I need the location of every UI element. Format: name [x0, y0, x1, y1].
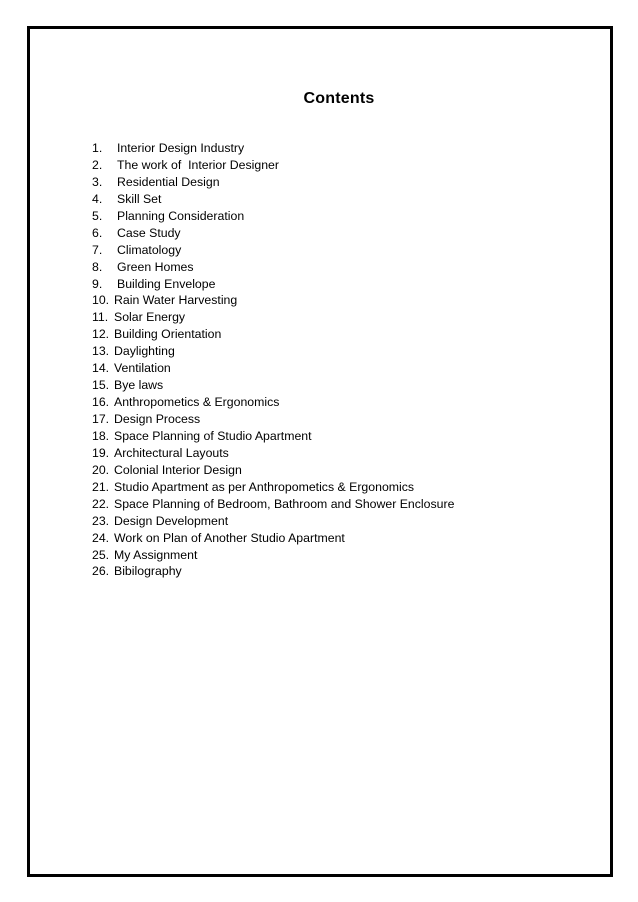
- toc-item-label: Solar Energy: [114, 310, 186, 325]
- toc-item-number: 5.: [92, 208, 103, 223]
- toc-item: [92, 428, 454, 445]
- toc-item-number: 25.: [92, 547, 110, 562]
- toc-item-label: Climatology: [117, 242, 182, 257]
- toc-item-number: 11.: [92, 310, 109, 325]
- toc-item: [92, 496, 454, 513]
- toc-item-label: Space Planning of Bedroom, Bathroom and Shower Enclosure: [114, 496, 455, 511]
- toc-item-number: 21.: [92, 479, 110, 494]
- toc-item-number: 9.: [92, 276, 103, 291]
- toc-item-number: 6.: [92, 225, 103, 240]
- toc-item-number: 14.: [92, 361, 110, 376]
- toc-item-label: Residential Design: [117, 174, 220, 189]
- toc-item: [92, 479, 454, 496]
- toc-item: [92, 563, 454, 580]
- toc-item-number: 2.: [92, 157, 103, 172]
- toc-item: [92, 394, 454, 411]
- toc-item-number: 16.: [92, 395, 110, 410]
- toc-item: [92, 377, 454, 394]
- toc-item-number: 18.: [92, 428, 110, 443]
- toc-item: [92, 242, 454, 259]
- toc-item-number: 3.: [92, 174, 103, 189]
- toc-item: [92, 326, 454, 343]
- toc-item-number: 26.: [92, 564, 110, 579]
- toc-item-number: 17.: [92, 412, 110, 426]
- toc-item-label: Architectural Layouts: [114, 445, 229, 460]
- toc-item: [92, 174, 454, 191]
- table-of-contents: [92, 140, 454, 580]
- toc-item-label: Anthropometics & Ergonomics: [114, 395, 280, 410]
- toc-item: [92, 411, 454, 428]
- toc-item-number: 15.: [92, 378, 110, 393]
- toc-item-number: 19.: [92, 445, 110, 460]
- toc-item-number: 23.: [92, 513, 110, 528]
- toc-item-number: 20.: [92, 462, 110, 477]
- toc-item-number: 10.: [92, 293, 110, 308]
- toc-item-number: 13.: [92, 344, 110, 359]
- toc-item: [92, 360, 454, 377]
- page-title: Contents: [303, 90, 375, 107]
- toc-item-label: Interior Design Industry: [117, 141, 245, 155]
- toc-item: [92, 208, 454, 225]
- toc-item-label: Skill Set: [117, 191, 162, 206]
- toc-item-label: Case Study: [117, 225, 181, 240]
- toc-item: [92, 157, 454, 174]
- toc-item-label: Colonial Interior Design: [114, 462, 242, 477]
- toc-item: [92, 530, 454, 547]
- toc-item-number: 22.: [92, 496, 110, 511]
- toc-item: [92, 259, 454, 276]
- toc-item-number: 12.: [92, 327, 110, 342]
- toc-item: [92, 343, 454, 360]
- toc-item-label: Studio Apartment as per Anthropometics & Ergonomics: [114, 479, 415, 494]
- toc-item: [92, 445, 454, 462]
- toc-item: [92, 276, 454, 293]
- toc-item: [92, 547, 454, 564]
- toc-item: [92, 191, 454, 208]
- toc-item-label: Ventilation: [114, 361, 171, 376]
- toc-item-label: Work on Plan of Another Studio Apartment: [114, 530, 345, 545]
- toc-item-number: 7.: [92, 242, 103, 257]
- toc-item: [92, 225, 454, 242]
- toc-item-number: 4.: [92, 191, 103, 206]
- toc-item-label: Planning Consideration: [117, 208, 245, 223]
- toc-item: [92, 292, 454, 309]
- toc-item-label: Building Envelope: [117, 276, 216, 291]
- toc-item-label: Green Homes: [117, 259, 194, 274]
- toc-item-label: Design Process: [114, 412, 201, 426]
- toc-item-label: Bye laws: [114, 378, 164, 393]
- toc-item-label: Building Orientation: [114, 327, 222, 342]
- toc-item: [92, 462, 454, 479]
- toc-item: [92, 309, 454, 326]
- toc-item-label: Rain Water Harvesting: [114, 293, 238, 308]
- toc-item-label: Space Planning of Studio Apartment: [114, 428, 312, 443]
- toc-item-label: My Assignment: [114, 547, 198, 562]
- toc-item-label: The work of Interior Designer: [117, 157, 279, 172]
- toc-item: [92, 140, 454, 157]
- toc-item-number: 24.: [92, 530, 110, 545]
- toc-item-label: Bibilography: [114, 564, 182, 579]
- toc-item: [92, 513, 454, 530]
- toc-item-label: Design Development: [114, 513, 229, 528]
- toc-item-label: Daylighting: [114, 344, 175, 359]
- toc-item-number: 8.: [92, 259, 103, 274]
- toc-item-number: 1.: [92, 141, 103, 155]
